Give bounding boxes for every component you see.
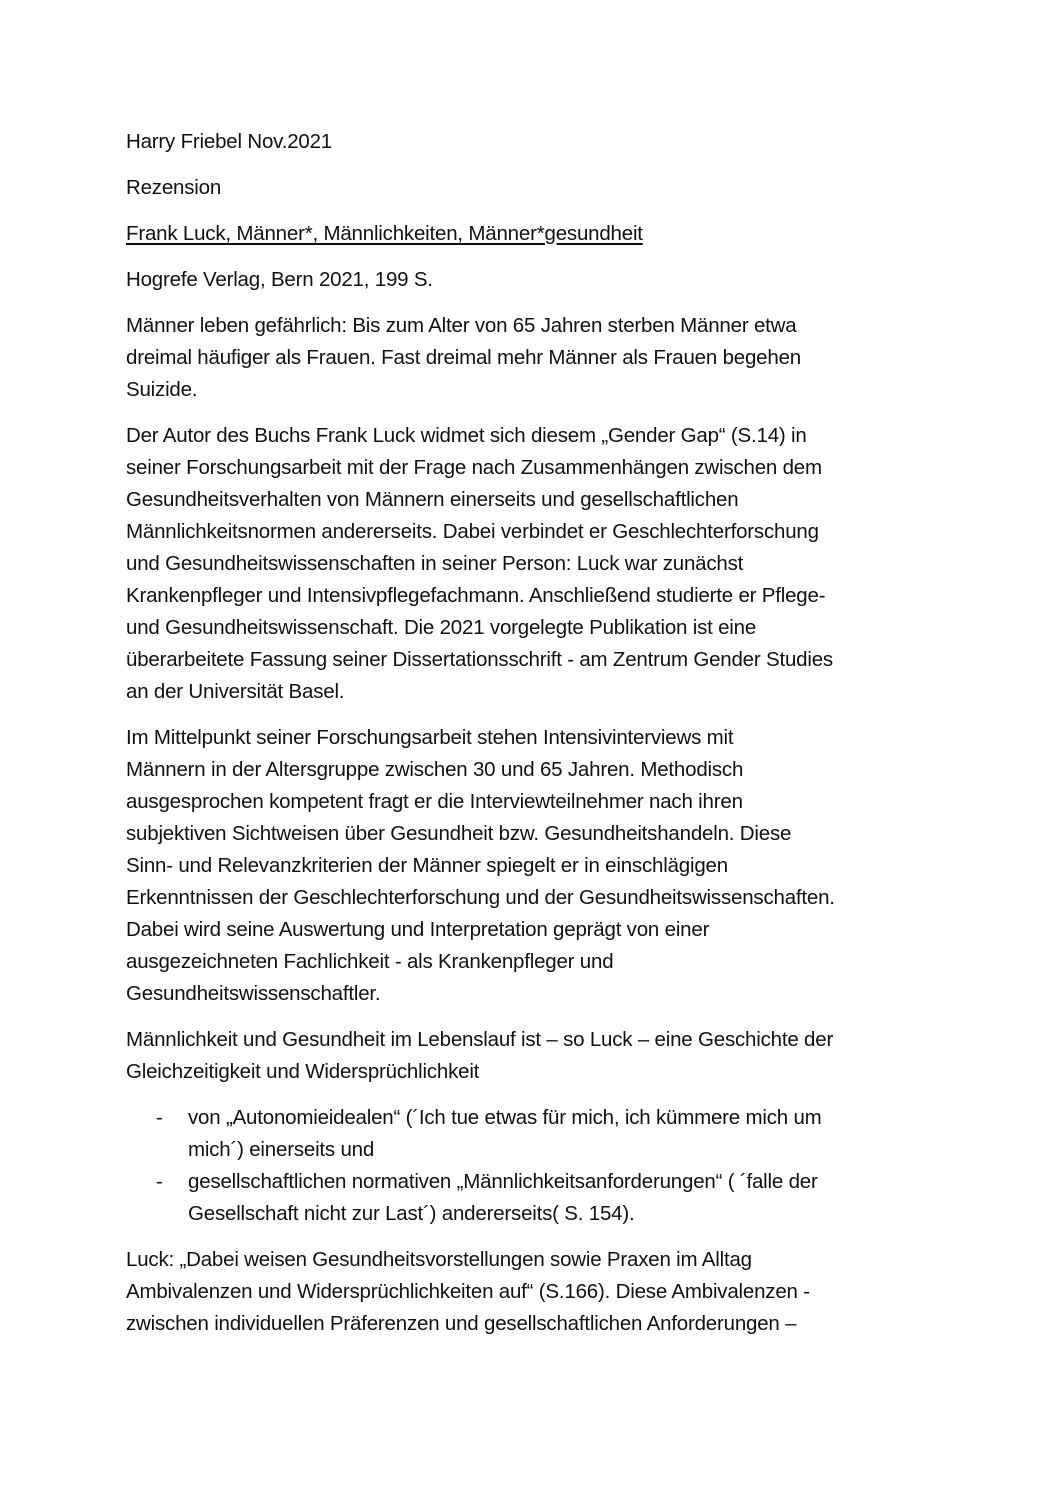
paragraph-closing xyxy=(126,1244,936,1340)
contradiction-list xyxy=(126,1102,936,1230)
paragraph-line: an der Universität Basel. xyxy=(126,680,345,703)
paragraph-line: Männern in der Altersgruppe zwischen 30 und 65 Jahren. Methodisch xyxy=(126,758,744,781)
publisher-info: Hogrefe Verlag, Bern 2021, 199 S. xyxy=(126,268,433,291)
list-item-line: von „Autonomieidealen“ (´Ich tue etwas für mich, ich kümmere mich um xyxy=(188,1106,822,1129)
paragraph-line: und Gesundheitswissenschaften in seiner Person: Luck war zunächst xyxy=(126,552,744,575)
paragraph-line: Gesundheitsverhalten von Männern einerseits und gesellschaftlichen xyxy=(126,488,739,511)
paragraph-line: Krankenpfleger und Intensivpflegefachmann. Anschließend studierte er Pflege- xyxy=(126,584,826,607)
paragraph-line: Männlichkeit und Gesundheit im Lebenslauf ist – so Luck – eine Geschichte der xyxy=(126,1028,834,1051)
paragraph-line: ausgezeichneten Fachlichkeit - als Krankenpfleger und xyxy=(126,950,614,973)
paragraph-line: Gleichzeitigkeit und Widersprüchlichkeit xyxy=(126,1060,480,1083)
book-title: Frank Luck, Männer*, Männlichkeiten, Männer*gesundheit xyxy=(126,222,643,245)
paragraph-line: überarbeitete Fassung seiner Dissertationsschrift - am Zentrum Gender Studies xyxy=(126,648,833,671)
dash-bullet: - xyxy=(156,1106,163,1129)
paragraph-line: dreimal häufiger als Frauen. Fast dreimal mehr Männer als Frauen begehen xyxy=(126,346,801,369)
document-page xyxy=(126,126,936,1354)
dash-bullet: - xyxy=(156,1170,163,1193)
paragraph-line: Gesundheitswissenschaftler. xyxy=(126,982,381,1005)
paragraph-line: und Gesundheitswissenschaft. Die 2021 vorgelegte Publikation ist eine xyxy=(126,616,757,639)
list-item-line: mich´) einerseits und xyxy=(188,1138,375,1161)
document-type: Rezension xyxy=(126,176,222,199)
paragraph-line: ausgesprochen kompetent fragt er die Interviewteilnehmer nach ihren xyxy=(126,790,743,813)
paragraph-author xyxy=(126,420,936,708)
paragraph-line: subjektiven Sichtweisen über Gesundheit bzw. Gesundheitshandeln. Diese xyxy=(126,822,792,845)
paragraph-line: Der Autor des Buchs Frank Luck widmet sich diesem „Gender Gap“ (S.14) in xyxy=(126,424,807,447)
paragraph-line: zwischen individuellen Präferenzen und gesellschaftlichen Anforderungen – xyxy=(126,1312,797,1335)
list-item-line: gesellschaftlichen normativen „Männlichkeitsanforderungen“ ( ´falle der xyxy=(188,1170,818,1193)
paragraph-line: Luck: „Dabei weisen Gesundheitsvorstellungen sowie Praxen im Alltag xyxy=(126,1248,752,1271)
paragraph-line: Erkenntnissen der Geschlechterforschung und der Gesundheitswissenschaften. xyxy=(126,886,835,909)
paragraph-line: Dabei wird seine Auswertung und Interpretation geprägt von einer xyxy=(126,918,710,941)
list-item xyxy=(126,1166,936,1230)
paragraph-line: Im Mittelpunkt seiner Forschungsarbeit stehen Intensivinterviews mit xyxy=(126,726,734,749)
list-item-line: Gesellschaft nicht zur Last´) andererseits( S. 154). xyxy=(188,1202,635,1225)
paragraph-lifecourse xyxy=(126,1024,936,1088)
paragraph-line: Suizide. xyxy=(126,378,198,401)
author-date: Harry Friebel Nov.2021 xyxy=(126,130,332,153)
paragraph-research xyxy=(126,722,936,1010)
paragraph-line: Männer leben gefährlich: Bis zum Alter von 65 Jahren sterben Männer etwa xyxy=(126,314,797,337)
paragraph-intro xyxy=(126,310,936,406)
paragraph-line: Männlichkeitsnormen andererseits. Dabei verbindet er Geschlechterforschung xyxy=(126,520,819,543)
paragraph-line: Ambivalenzen und Widersprüchlichkeiten auf“ (S.166). Diese Ambivalenzen - xyxy=(126,1280,810,1303)
paragraph-line: seiner Forschungsarbeit mit der Frage nach Zusammenhängen zwischen dem xyxy=(126,456,822,479)
list-item xyxy=(126,1102,936,1166)
paragraph-line: Sinn- und Relevanzkriterien der Männer spiegelt er in einschlägigen xyxy=(126,854,728,877)
